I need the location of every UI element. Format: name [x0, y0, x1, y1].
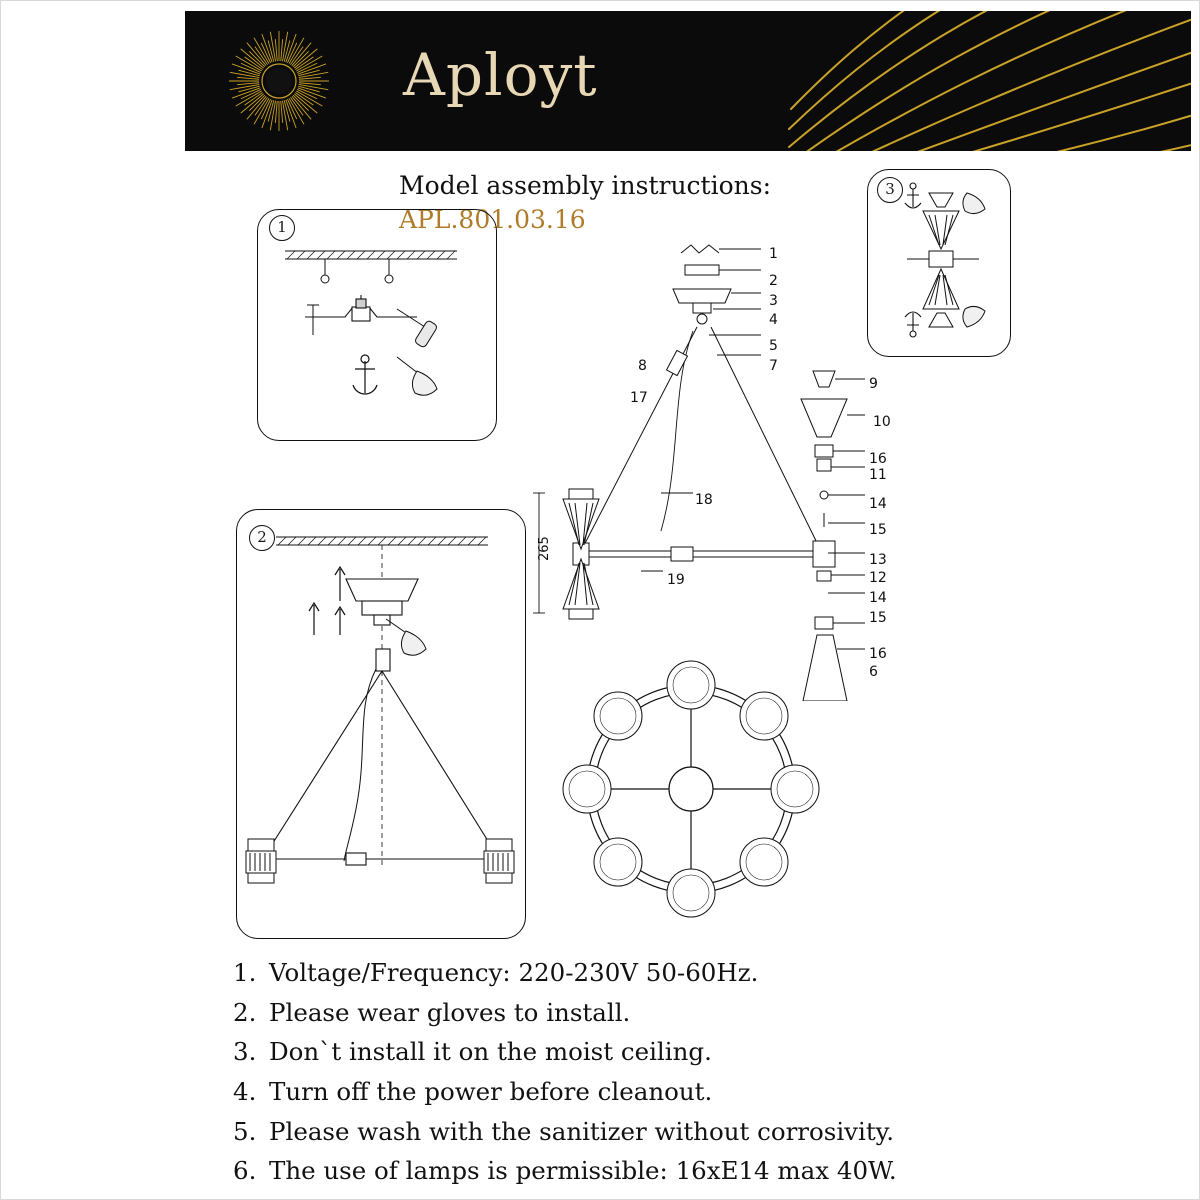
step-1-number: 1 — [269, 215, 295, 241]
note-index: 6. — [233, 1156, 257, 1186]
note-text: Please wear gloves to install. — [269, 997, 631, 1027]
callout-number: 15 — [869, 522, 887, 538]
rays-decoration-icon — [781, 11, 1191, 151]
brand-banner — [185, 11, 1191, 151]
note-text: Turn off the power before cleanout. — [269, 1077, 713, 1107]
callout-number: 14 — [869, 590, 887, 606]
callout-number: 14 — [869, 496, 887, 512]
callout-number: 6 — [869, 664, 878, 680]
note-index: 2. — [233, 997, 257, 1027]
note-text: Please wash with the sanitizer without corrosivity. — [269, 1116, 895, 1146]
list-item — [233, 953, 1003, 993]
callout-number: 19 — [667, 572, 685, 588]
callout-number: 18 — [695, 492, 713, 508]
list-item — [233, 993, 1003, 1033]
plan-view-diagram — [541, 641, 841, 941]
list-item — [233, 1032, 1003, 1072]
callout-number: 4 — [769, 312, 778, 328]
callout-number: 9 — [869, 376, 878, 392]
height-dimension-label: 265 — [537, 536, 552, 561]
list-item — [233, 1151, 1003, 1191]
note-index: 3. — [233, 1037, 257, 1067]
step-1-diagram — [257, 209, 497, 441]
brand-name: Aployt — [403, 41, 598, 109]
list-item — [233, 1072, 1003, 1112]
callout-number: 11 — [869, 467, 887, 483]
safety-notes-list — [233, 953, 1003, 1191]
model-code: APL.801.03.16 — [399, 204, 586, 234]
note-index: 5. — [233, 1116, 257, 1146]
note-text: Voltage/Frequency: 220-230V 50-60Hz. — [269, 958, 759, 987]
sunburst-icon — [227, 29, 331, 133]
callout-number: 16 — [869, 646, 887, 662]
callout-number: 10 — [873, 414, 891, 430]
step-2-diagram — [236, 509, 526, 939]
main-exploded-diagram — [521, 231, 891, 701]
callout-number: 16 — [869, 451, 887, 467]
callout-number: 2 — [769, 273, 778, 289]
callout-number: 13 — [869, 552, 887, 568]
step-2-number: 2 — [249, 525, 275, 551]
callout-number: 1 — [769, 246, 778, 262]
callout-number: 8 — [638, 358, 647, 374]
callout-number: 7 — [769, 358, 778, 374]
note-index: 4. — [233, 1077, 257, 1107]
callout-number: 5 — [769, 338, 778, 354]
callout-number: 17 — [630, 390, 648, 406]
callout-number: 3 — [769, 293, 778, 309]
list-item — [233, 1112, 1003, 1152]
callout-number: 12 — [869, 570, 887, 586]
step-3-number: 3 — [877, 177, 903, 203]
note-index: 1. — [233, 958, 257, 987]
callout-number: 15 — [869, 610, 887, 626]
note-text: The use of lamps is permissible: 16xE14 max 40W. — [269, 1156, 897, 1186]
instructions-heading: Model assembly instructions: — [399, 171, 771, 200]
note-text: Don`t install it on the moist ceiling. — [269, 1037, 712, 1067]
